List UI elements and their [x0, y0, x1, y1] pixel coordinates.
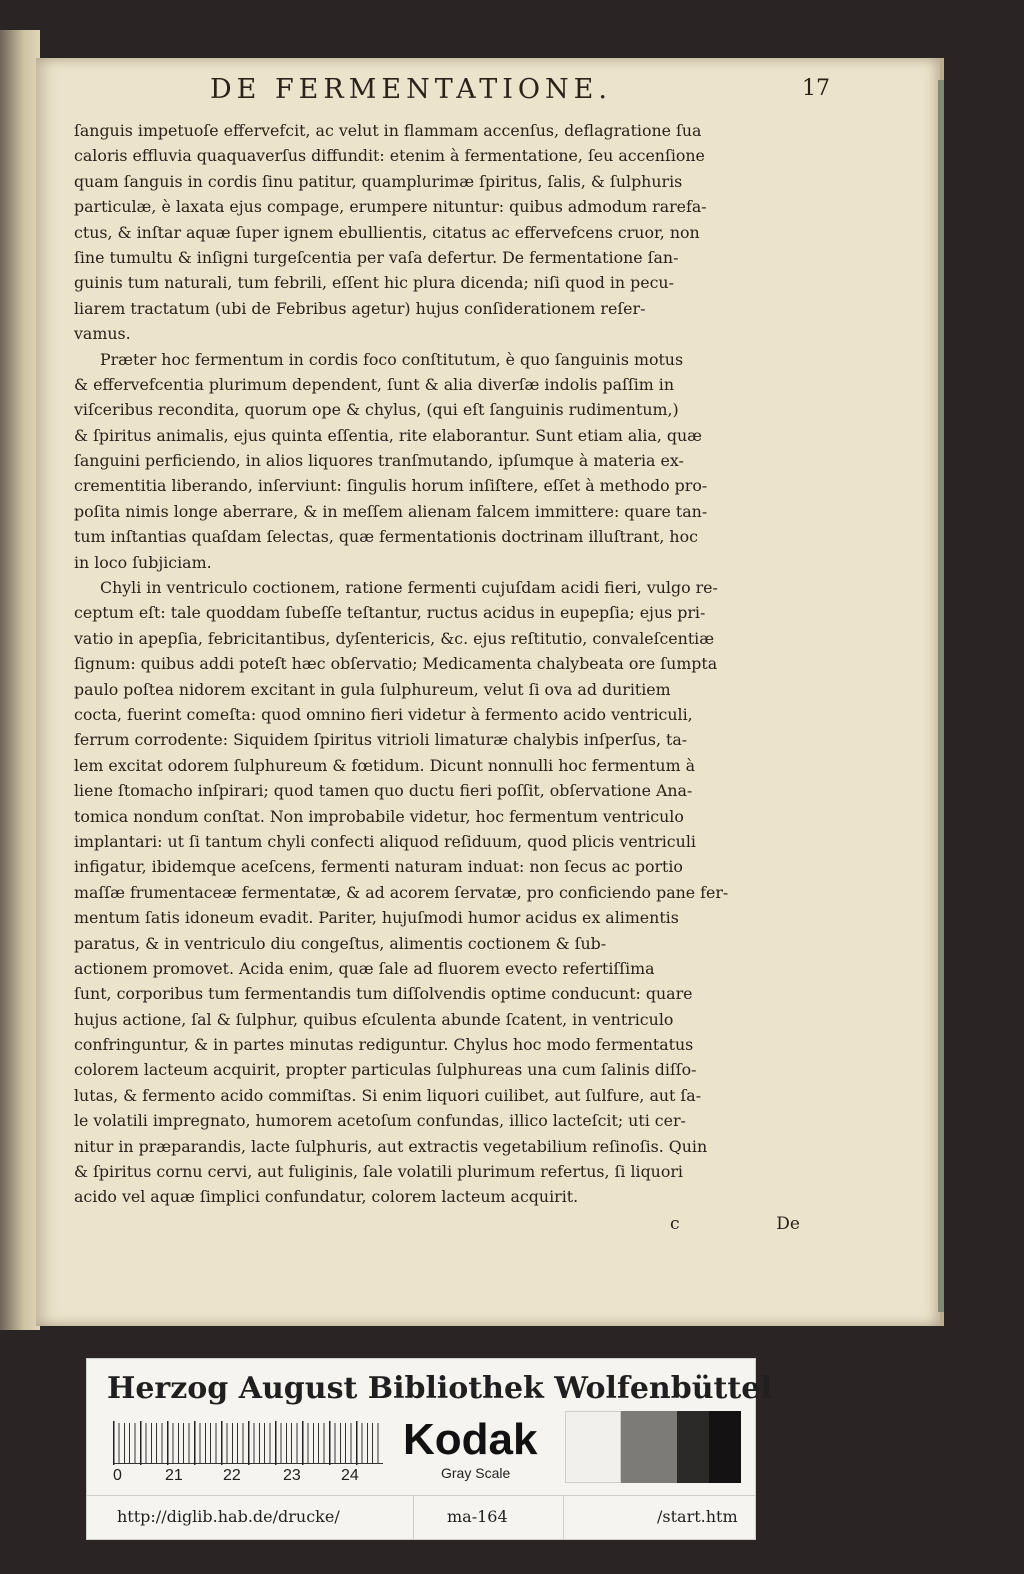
- text-line: crementitia liberando, inſerviunt: ſingulis horum inſiſtere, eſſet à methodo pro-: [74, 476, 708, 496]
- ruler-label: 21: [165, 1467, 183, 1484]
- text-line: & ſpiritus animalis, ejus quinta eſſentia, rite elaborantur. Sunt etiam alia, quæ: [74, 425, 703, 445]
- text-line: & effervefcentia plurimum dependent, ſunt & alia diverſæ indolis paſſim in: [74, 374, 674, 394]
- text-line: & ſpiritus cornu cervi, aut fuliginis, ſale volatili plurimum refertus, ſi liquori: [74, 1162, 683, 1182]
- gray-swatch: [677, 1411, 709, 1483]
- shelfmark: ma-164: [447, 1507, 508, 1526]
- kodak-logo: Kodak: [403, 1415, 538, 1464]
- page-header: [210, 74, 830, 114]
- digitization-card: [86, 1358, 772, 1540]
- card-divider: [87, 1495, 755, 1496]
- gray-scale-swatches: [565, 1411, 741, 1483]
- gray-swatch: [709, 1411, 741, 1483]
- text-line: ferrum corrodente: Siquidem ſpiritus vitrioli limaturæ chalybis inſperſus, ta-: [74, 730, 688, 750]
- ruler-label: 0: [113, 1467, 122, 1484]
- body-text: [74, 118, 794, 1210]
- text-line: vamus.: [74, 324, 131, 344]
- text-line: caloris effluvia quaquaverſus diffundit: etenim à fermentatione, ſeu accenſione: [74, 146, 705, 166]
- text-line: le volatili impregnato, humorem acetoſum confundas, illico lacteſcit; uti cer-: [74, 1111, 686, 1131]
- ruler-major-ticks: [113, 1421, 383, 1465]
- url-link-start[interactable]: /start.htm: [657, 1507, 738, 1526]
- text-line: vatio in apepſia, febricitantibus, dyſentericis, &c. ejus reſtitutio, convaleſcentiæ: [74, 628, 715, 648]
- text-line: poſita nimis longe aberrare, & in meſſem alienam falcem immittere: quare tan-: [74, 501, 708, 521]
- page-footer: [660, 1214, 800, 1240]
- text-line: in loco ſubjiciam.: [74, 552, 212, 572]
- ruler-label: 22: [223, 1467, 241, 1484]
- text-line: colorem lacteum acquirit, propter particulas ſulphureas una cum ſalinis diſſo-: [74, 1060, 697, 1080]
- text-line: ſanguini perficiendo, in alios liquores tranſmutando, ipſumque à materia ex-: [74, 451, 684, 471]
- text-line: tum inſtantias quaſdam ſelectas, quæ fermentationis doctrinam illuſtrant, hoc: [74, 527, 698, 547]
- text-line: ctus, & inſtar aquæ ſuper ignem ebullientis, citatus ac effervefcens cruor, non: [74, 222, 700, 242]
- text-line: ſine tumultu & inſigni turgeſcentia per vaſa defertur. De fermentatione ſan-: [74, 247, 679, 267]
- text-line: nitur in præparandis, lacte ſulphuris, aut extractis vegetabilium reſinoſis. Quin: [74, 1136, 708, 1156]
- ruler-label: 24: [341, 1467, 359, 1484]
- text-line: ſunt, corporibus tum fermentandis tum diſſolvendis optime conducunt: quare: [74, 984, 693, 1004]
- text-line: mentum ſatis idoneum evadit. Pariter, hujuſmodi humor acidus ex alimentis: [74, 908, 679, 928]
- text-line: ſanguis impetuoſe effervefcit, ac velut in flammam accenſus, deflagratione ſua: [74, 121, 702, 140]
- page-number: 17: [802, 76, 830, 101]
- page-fore-edge: [938, 80, 944, 1312]
- text-line: maſſæ frumentaceæ fermentatæ, & ad acorem ſervatæ, pro conficiendo pane fer-: [74, 882, 729, 902]
- text-line: acido vel aquæ ſimplici confundatur, colorem lacteum acquirit.: [74, 1187, 579, 1207]
- gray-swatch: [565, 1411, 621, 1483]
- text-line: confringuntur, & in partes minutas rediguntur. Chylus hoc modo fermentatus: [74, 1035, 694, 1055]
- text-line: lem excitat odorem ſulphureum & fœtidum. Dicunt nonnulli hoc fermentum à: [74, 755, 695, 775]
- signature-mark: c: [670, 1214, 680, 1234]
- text-line: paulo poſtea nidorem excitant in gula ſulphureum, velut ſi ova ad duritiem: [74, 679, 671, 699]
- text-line: ceptum eſt: tale quoddam ſubeſſe teſtantur, ructus acidus in eupepſia; ejus pri-: [74, 603, 706, 623]
- running-title: DE FERMENTATIONE.: [210, 74, 612, 105]
- text-line: lutas, & fermento acido commiſtas. Si enim liquori cuilibet, aut ſulfure, aut ſa-: [74, 1085, 702, 1105]
- text-line: liarem tractatum (ubi de Febribus agetur) hujus conſiderationem reſer-: [74, 298, 646, 318]
- card-divider: [413, 1495, 414, 1539]
- library-name: Herzog August Bibliothek Wolfenbüttel: [107, 1371, 772, 1406]
- card-divider: [563, 1495, 564, 1539]
- text-line: actionem promovet. Acida enim, quæ ſale ad fluorem evecto refertiſſima: [74, 958, 655, 978]
- text-line: particulæ, è laxata ejus compage, erumpere nituntur: quibus admodum rarefa-: [74, 197, 707, 217]
- text-line: Chyli in ventriculo coctionem, ratione fermenti cujuſdam acidi fieri, vulgo re-: [100, 578, 718, 598]
- text-line: ſignum: quibus addi poteſt hæc obſervatio; Medicamenta chalybeata ore ſumpta: [74, 654, 718, 674]
- ruler-label: 23: [283, 1467, 301, 1484]
- text-line: liene ſtomacho inſpirari; quod tamen quo ductu fieri poſſit, obſervatione Ana-: [74, 781, 693, 801]
- text-line: viſceribus recondita, quorum ope & chylus, (qui eſt ſanguinis rudimentum,): [74, 400, 679, 420]
- text-line: cocta, fuerint comeſta: quod omnino fieri videtur à fermento acido ventriculi,: [74, 704, 693, 724]
- text-line: implantari: ut ſi tantum chyli confecti aliquod reſiduum, quod plicis ventriculi: [74, 831, 696, 851]
- text-line: tomica nondum conſtat. Non improbabile videtur, hoc fermentum ventriculo: [74, 806, 684, 826]
- text-line: hujus actione, ſal & ſulphur, quibus eſculenta abunde ſcatent, in ventriculo: [74, 1009, 674, 1029]
- book-spine-edge: [0, 30, 40, 1330]
- gray-swatch: [621, 1411, 677, 1483]
- text-line: quam ſanguis in cordis ſinu patitur, quamplurimæ ſpiritus, ſalis, & ſulphuris: [74, 171, 683, 191]
- url-link[interactable]: http://diglib.hab.de/drucke/: [117, 1507, 340, 1526]
- gray-scale-label: Gray Scale: [441, 1465, 511, 1481]
- text-line: infigatur, ibidemque aceſcens, fermenti naturam induat: non ſecus ac portio: [74, 857, 683, 877]
- catchword: De: [776, 1214, 800, 1234]
- text-line: guinis tum naturali, tum febrili, eſſent hic plura dicenda; niſi quod in pecu-: [74, 273, 674, 293]
- text-line: paratus, & in ventriculo diu congeſtus, alimentis coctionem & ſub-: [74, 933, 607, 953]
- text-line: Præter hoc fermentum in cordis foco conſtitutum, è quo ſanguinis motus: [100, 349, 684, 369]
